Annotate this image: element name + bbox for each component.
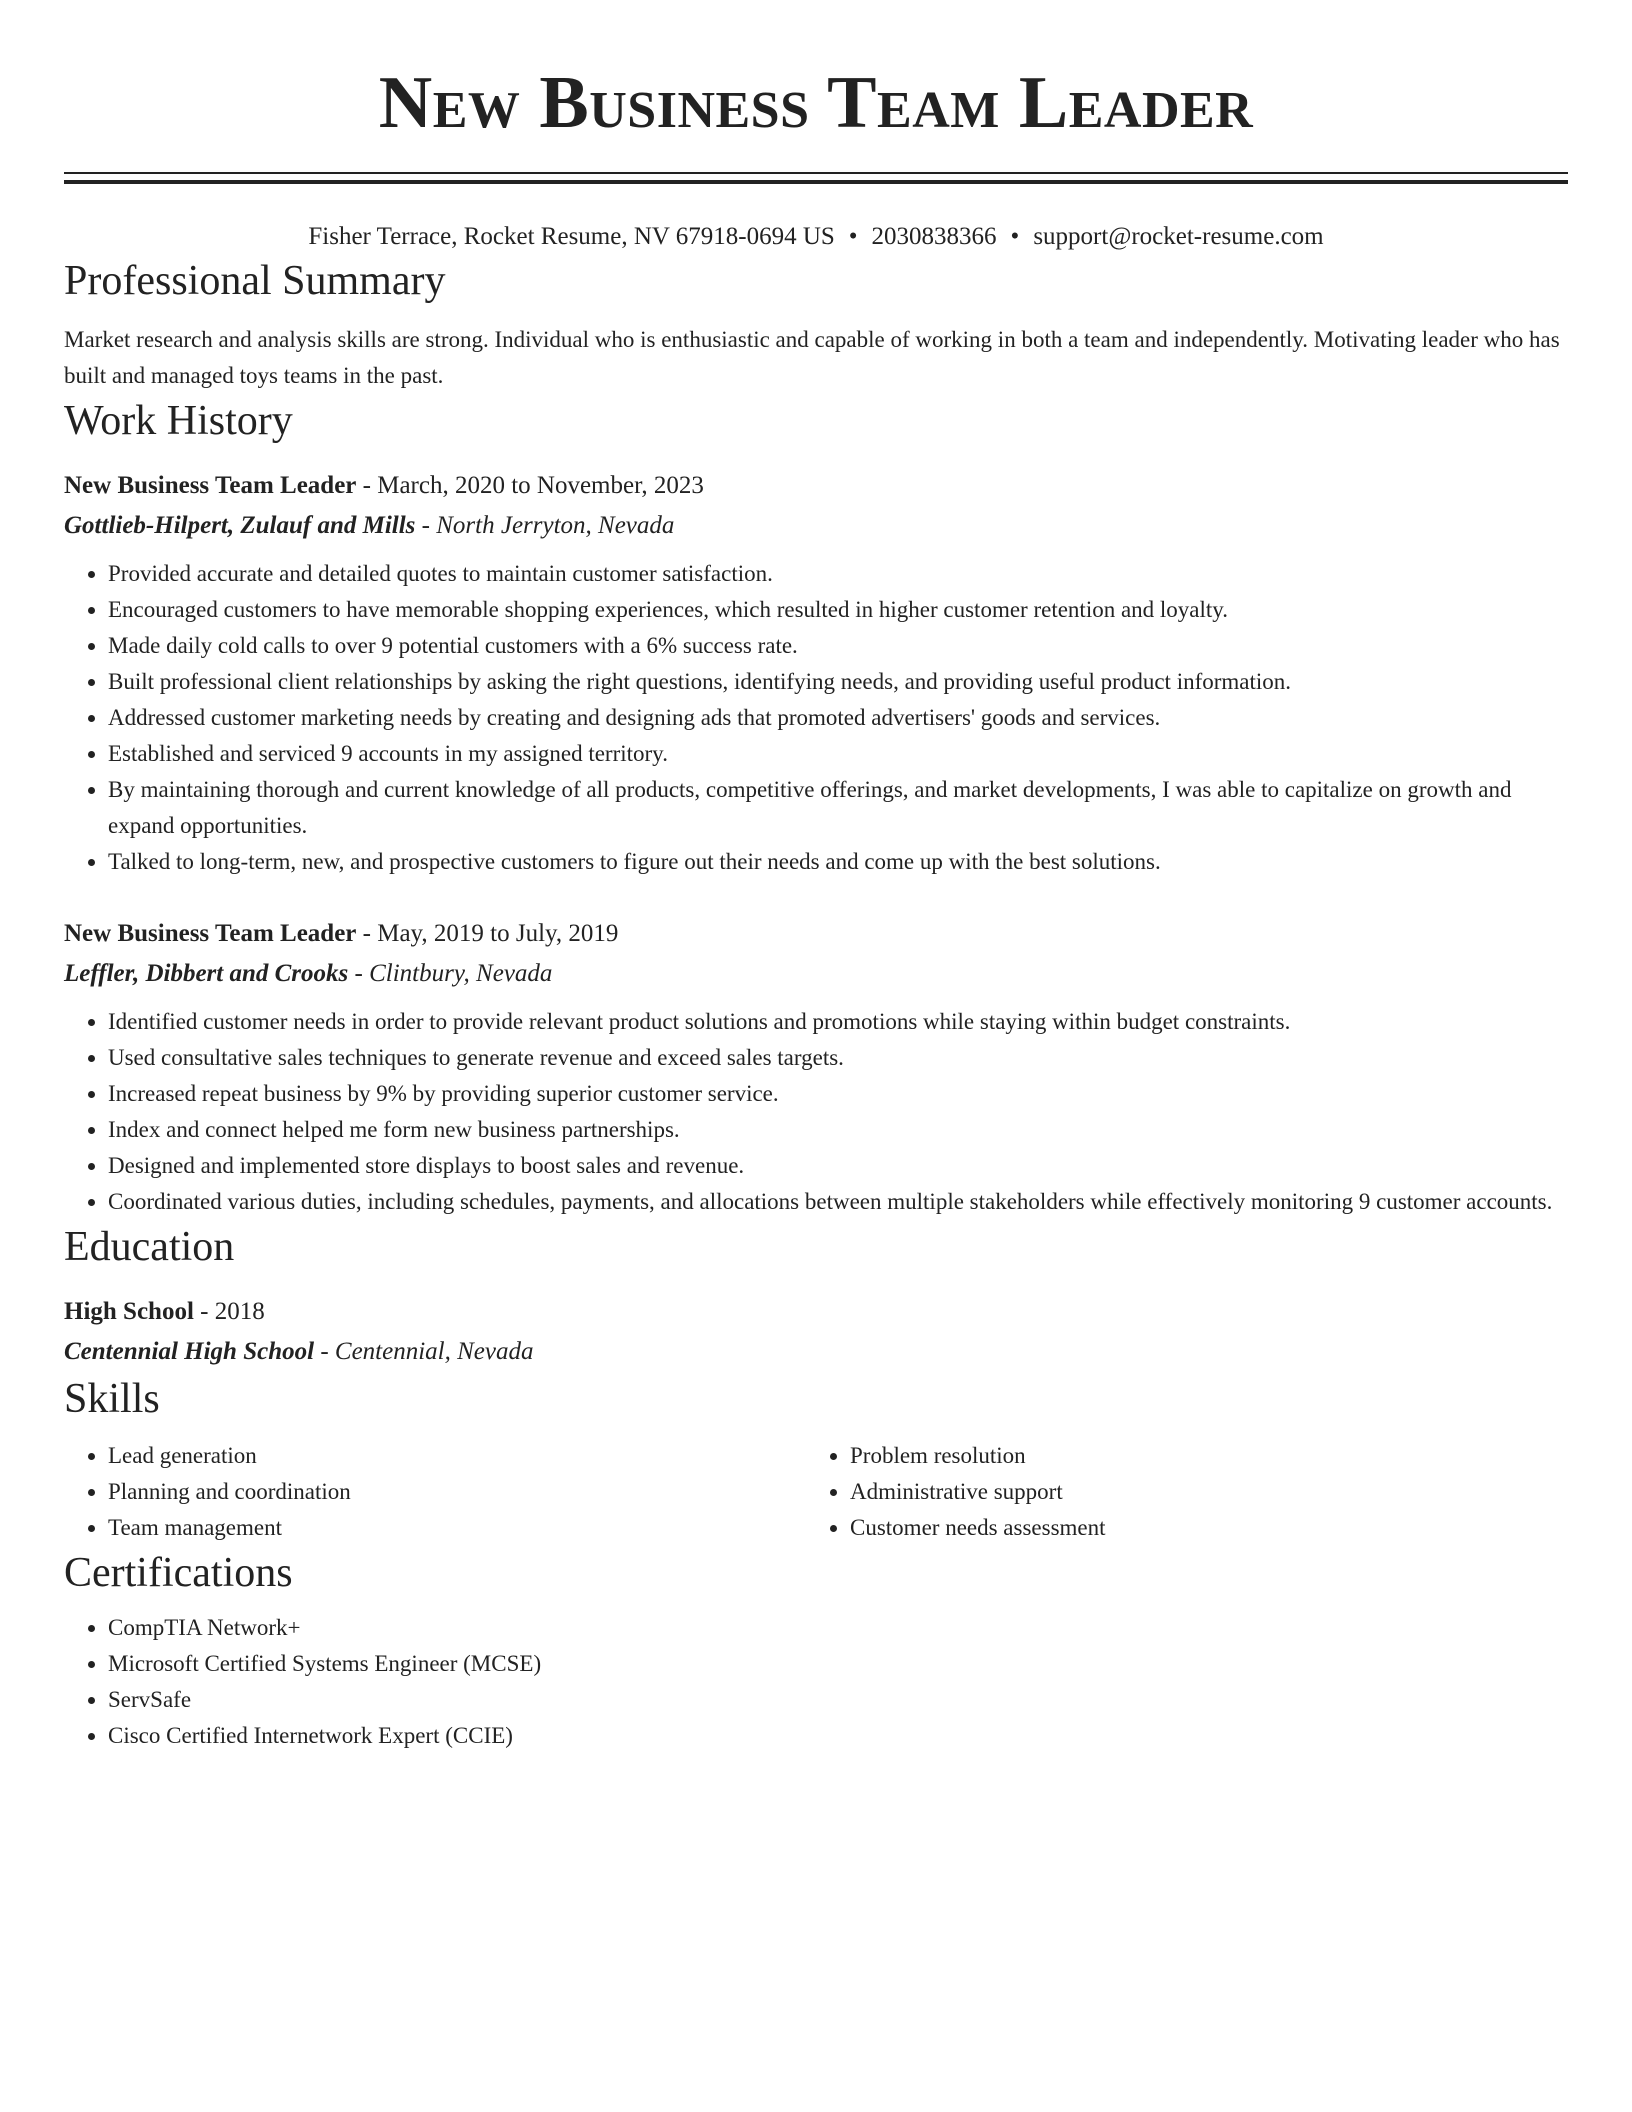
- job-company: Leffler, Dibbert and Crooks: [64, 960, 349, 987]
- list-item: • Administrative support: [850, 1474, 1548, 1510]
- job-dates: - May, 2019 to July, 2019: [356, 920, 619, 947]
- list-item: • Lead generation: [108, 1438, 806, 1474]
- list-item: • CompTIA Network+: [108, 1610, 1568, 1646]
- contact-separator: •: [1010, 223, 1020, 250]
- job-entry: [64, 914, 1568, 1220]
- job-location: - Clintbury, Nevada: [348, 960, 553, 987]
- job-company: Gottlieb-Hilpert, Zulauf and Mills: [64, 512, 416, 539]
- list-item: • Team management: [108, 1510, 806, 1546]
- education-heading: Education: [64, 1224, 235, 1270]
- list-item: • Provided accurate and detailed quotes to maintain customer satisfaction.: [108, 556, 1568, 592]
- summary-text: Market research and analysis skills are strong. Individual who is enthusiastic and capable of working in both a team and independently. Motivating leader who has built and managed toys teams in the past.: [64, 327, 1560, 388]
- education-entry: [64, 1292, 1568, 1372]
- job-role: New Business Team Leader: [64, 920, 357, 947]
- list-item: • Increased repeat business by 9% by providing superior customer service.: [108, 1076, 1568, 1112]
- list-item: • Identified customer needs in order to provide relevant product solutions and promotions while staying within budget constraints.: [108, 1004, 1568, 1040]
- list-item: • Designed and implemented store displays to boost sales and revenue.: [108, 1148, 1568, 1184]
- list-item: • Built professional client relationships by asking the right questions, identifying needs, and providing useful product information.: [108, 664, 1568, 700]
- list-item: • ServSafe: [108, 1682, 1568, 1718]
- list-item: • Used consultative sales techniques to generate revenue and exceed sales targets.: [108, 1040, 1568, 1076]
- job-bullets: [64, 1004, 1568, 1220]
- education-location: - Centennial, Nevada: [314, 1338, 534, 1365]
- candidate-name: New Business Team Leader: [378, 62, 1254, 144]
- education-year: - 2018: [193, 1298, 265, 1325]
- list-item: • Index and connect helped me form new business partnerships.: [108, 1112, 1568, 1148]
- contact-address: Fisher Terrace, Rocket Resume, NV 67918-0694 US: [308, 223, 835, 250]
- list-item: • Made daily cold calls to over 9 potential customers with a 6% success rate.: [108, 628, 1568, 664]
- certifications-list: [64, 1610, 1568, 1754]
- skills-heading: Skills: [64, 1376, 160, 1422]
- contact-separator: •: [848, 223, 858, 250]
- contact-phone: 2030838366: [871, 223, 997, 250]
- education-school: Centennial High School: [64, 1338, 315, 1365]
- header-double-rule: [64, 172, 1568, 184]
- contact-email: support@rocket-resume.com: [1033, 223, 1324, 250]
- job-company-line: [64, 506, 1568, 546]
- list-item: • Microsoft Certified Systems Engineer (MCSE): [108, 1646, 1568, 1682]
- list-item: • Customer needs assessment: [850, 1510, 1548, 1546]
- job-entry: [64, 466, 1568, 880]
- job-dates: - March, 2020 to November, 2023: [356, 472, 704, 499]
- education-degree-line: [64, 1292, 1568, 1332]
- list-item: • Addressed customer marketing needs by creating and designing ads that promoted advertisers' goods and services.: [108, 700, 1568, 736]
- skills-grid: [64, 1438, 1568, 1546]
- list-item: • Planning and coordination: [108, 1474, 806, 1510]
- list-item: • Encouraged customers to have memorable shopping experiences, which resulted in higher customer retention and loyalty.: [108, 592, 1568, 628]
- education-degree: High School: [64, 1298, 194, 1325]
- list-item: • By maintaining thorough and current knowledge of all products, competitive offerings, and market developments, I was able to capitalize on growth and expand opportunities.: [108, 772, 1568, 844]
- certifications-heading: Certifications: [64, 1550, 293, 1596]
- job-role: New Business Team Leader: [64, 472, 357, 499]
- skills-right-column: [806, 1438, 1548, 1546]
- job-bullets: [64, 556, 1568, 880]
- job-location: - North Jerryton, Nevada: [415, 512, 675, 539]
- job-title-line: [64, 914, 1568, 954]
- job-company-line: [64, 954, 1568, 994]
- list-item: • Cisco Certified Internetwork Expert (CCIE): [108, 1718, 1568, 1754]
- list-item: • Talked to long-term, new, and prospective customers to figure out their needs and come up with the best solutions.: [108, 844, 1568, 880]
- work-history-heading: Work History: [64, 398, 293, 444]
- list-item: • Established and serviced 9 accounts in my assigned territory.: [108, 736, 1568, 772]
- education-school-line: [64, 1332, 1568, 1372]
- skills-left-column: [64, 1438, 806, 1546]
- list-item: • Problem resolution: [850, 1438, 1548, 1474]
- list-item: • Coordinated various duties, including schedules, payments, and allocations between multiple stakeholders while effectively monitoring 9 customer accounts.: [108, 1184, 1568, 1220]
- contact-line: [64, 220, 1568, 254]
- job-title-line: [64, 466, 1568, 506]
- summary-heading: Professional Summary: [64, 258, 446, 304]
